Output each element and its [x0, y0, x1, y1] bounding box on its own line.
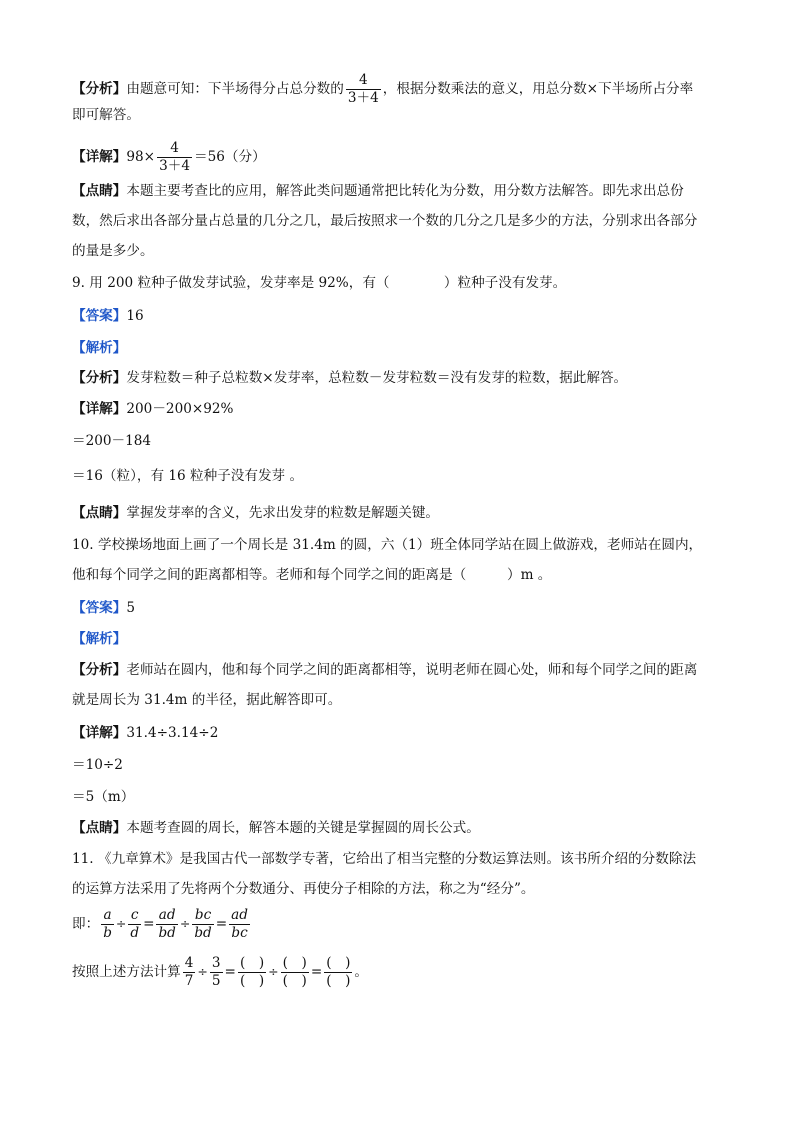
q10-question-line2: 他和每个同学之间的距离都相等。老师和每个同学之间的距离是（ ）m 。 [72, 567, 552, 583]
q10-comment-line [72, 817, 722, 839]
q9-detail-line3: ＝16（粒），有 16 粒种子没有发芽 。 [72, 468, 304, 484]
answer-tag: 【答案】 [72, 600, 127, 616]
comment-tag: 【点睛】 [72, 183, 127, 199]
q9-jiexi-line [72, 337, 722, 359]
q8-analysis-line2: 即可解答。 [72, 107, 140, 123]
q11-calc-line [72, 952, 722, 992]
divide-sign: ÷ [115, 916, 127, 931]
blank-fraction-1[interactable] [238, 955, 266, 990]
denominator: bc [231, 925, 248, 941]
q10-analysis-line2: 就是周长为 31.4m 的半径，据此解答即可。 [72, 692, 342, 708]
fraction-4-over-3plus4 [157, 140, 192, 175]
calc-lead: 按照上述方法计算 [72, 964, 181, 980]
q8-detail-line [72, 140, 722, 175]
analysis-text: 发芽粒数＝种子总粒数×发芽率，总粒数－发芽粒数＝没有发芽的粒数，据此解答。 [126, 370, 628, 386]
numerator: a [103, 907, 112, 923]
q10-analysis-line1 [72, 659, 722, 681]
fraction-numerator: 4 [170, 140, 179, 156]
detail-text: 31.4÷3.14÷2 [126, 725, 219, 741]
equals-sign: = [310, 964, 323, 980]
q11-question-line2: 的运算方法采用了先将两个分数通分、再使分子相除的方法，称之为“经分”。 [72, 881, 535, 897]
q9-detail-line2: ＝200－184 [72, 433, 152, 449]
comment-text: 掌握发芽率的含义，先求出发芽的粒数是解题关键。 [126, 505, 440, 521]
q10-detail-line1 [72, 722, 722, 744]
analysis-tag: 【分析】 [72, 370, 127, 386]
blank-denominator[interactable]: ( ) [282, 973, 307, 989]
comment-tag: 【点睛】 [72, 820, 127, 836]
fraction-3-over-5 [210, 955, 223, 990]
fraction-c-over-d [128, 907, 141, 942]
q8-comment-line3: 的量是多少。 [72, 243, 154, 259]
denominator: 7 [184, 973, 194, 989]
answer-value: 16 [126, 308, 144, 324]
numerator: ad [231, 907, 248, 923]
detail-tag: 【详解】 [72, 149, 127, 165]
detail-text: ＝56（分） [193, 149, 266, 165]
denominator: 5 [211, 973, 221, 989]
fraction-bc-over-bd [192, 907, 213, 942]
numerator: c [130, 907, 139, 923]
end-mark: 。 [354, 964, 369, 980]
analysis-tag: 【分析】 [72, 81, 127, 97]
q9-analysis-line [72, 367, 722, 389]
blank-fraction-2[interactable] [281, 955, 309, 990]
q9-detail-line1 [72, 398, 722, 420]
comment-text: 本题主要考查比的应用，解答此类问题通常把比转化为分数，用分数方法解答。即先求出总份 [126, 183, 684, 199]
q10-answer-line [72, 597, 722, 619]
q10-question-line1: 10. 学校操场地面上画了一个周长是 31.4m 的圆，六（1）班全体同学站在圆上做游戏，老师站在圆内， [72, 537, 703, 553]
denominator: d [130, 925, 140, 941]
fraction-denominator: 3＋4 [347, 90, 379, 106]
analysis-text: 由题意可知：下半场得分占总分数的 [126, 81, 344, 97]
q10-detail-line3: ＝5（m） [72, 789, 135, 805]
equals-sign: = [224, 964, 236, 980]
blank-fraction-3[interactable] [324, 955, 352, 990]
q9-answer-line [72, 305, 722, 327]
numerator: bc [194, 907, 212, 923]
detail-text: 200－200×92% [126, 401, 234, 417]
equals-sign: = [215, 916, 228, 932]
q8-comment-line1 [72, 180, 722, 202]
fraction-denominator: 3＋4 [159, 158, 190, 174]
blank-numerator[interactable]: ( ) [239, 955, 265, 971]
q9-comment-line [72, 502, 722, 524]
equals-sign: = [143, 916, 155, 932]
q10-jiexi-line [72, 628, 722, 650]
divide-sign: ÷ [268, 964, 279, 979]
fraction-4-over-3plus4 [346, 72, 381, 107]
fraction-ad-over-bc [229, 907, 250, 942]
comment-text: 本题考查圆的周长，解答本题的关键是掌握圆的周长公式。 [126, 820, 480, 836]
jiexi-tag: 【解析】 [72, 340, 127, 356]
jiexi-tag: 【解析】 [72, 631, 127, 647]
fraction-4-over-7 [183, 955, 196, 990]
analysis-text: ，根据分数乘法的意义，用总分数×下半场所占分率 [382, 81, 694, 97]
q8-analysis-line1 [72, 72, 722, 107]
analysis-text: 老师站在圆内，他和每个同学之间的距离都相等，说明老师在圆心处，师和每个同学之间的距离 [126, 662, 698, 678]
answer-tag: 【答案】 [72, 308, 127, 324]
numerator: 4 [184, 955, 194, 971]
blank-denominator[interactable]: ( ) [239, 973, 265, 989]
detail-tag: 【详解】 [72, 401, 127, 417]
q8-comment-line2: 数，然后求出各部分量占总量的几分之几，最后按照求一个数的几分之几是多少的方法，分别求出各部分 [72, 213, 698, 229]
denominator: bd [194, 925, 212, 941]
analysis-tag: 【分析】 [72, 662, 127, 678]
fraction-a-over-b [101, 907, 114, 942]
denominator: bd [158, 925, 176, 941]
divide-sign: ÷ [197, 964, 208, 979]
comment-tag: 【点睛】 [72, 505, 127, 521]
numerator: ad [158, 907, 176, 923]
blank-numerator[interactable]: ( ) [326, 955, 351, 971]
formula-lead: 即： [72, 916, 100, 932]
blank-numerator[interactable]: ( ) [282, 955, 307, 971]
fraction-numerator: 4 [359, 72, 368, 88]
denominator: b [103, 925, 112, 941]
detail-text: 98× [126, 149, 156, 165]
numerator: 3 [211, 955, 221, 971]
q9-question: 9. 用 200 粒种子做发芽试验，发芽率是 92%，有（ ）粒种子没有发芽。 [72, 275, 567, 291]
q11-formula-line [72, 904, 722, 944]
q10-detail-line2: ＝10÷2 [72, 757, 123, 773]
fraction-ad-over-bd [156, 907, 177, 942]
detail-tag: 【详解】 [72, 725, 127, 741]
divide-sign: ÷ [179, 916, 191, 931]
answer-value: 5 [126, 600, 136, 616]
q11-question-line1: 11. 《九章算术》是我国古代一部数学专著，它给出了相当完整的分数运算法则。该书所介绍的分数除法 [72, 851, 697, 867]
blank-denominator[interactable]: ( ) [326, 973, 351, 989]
